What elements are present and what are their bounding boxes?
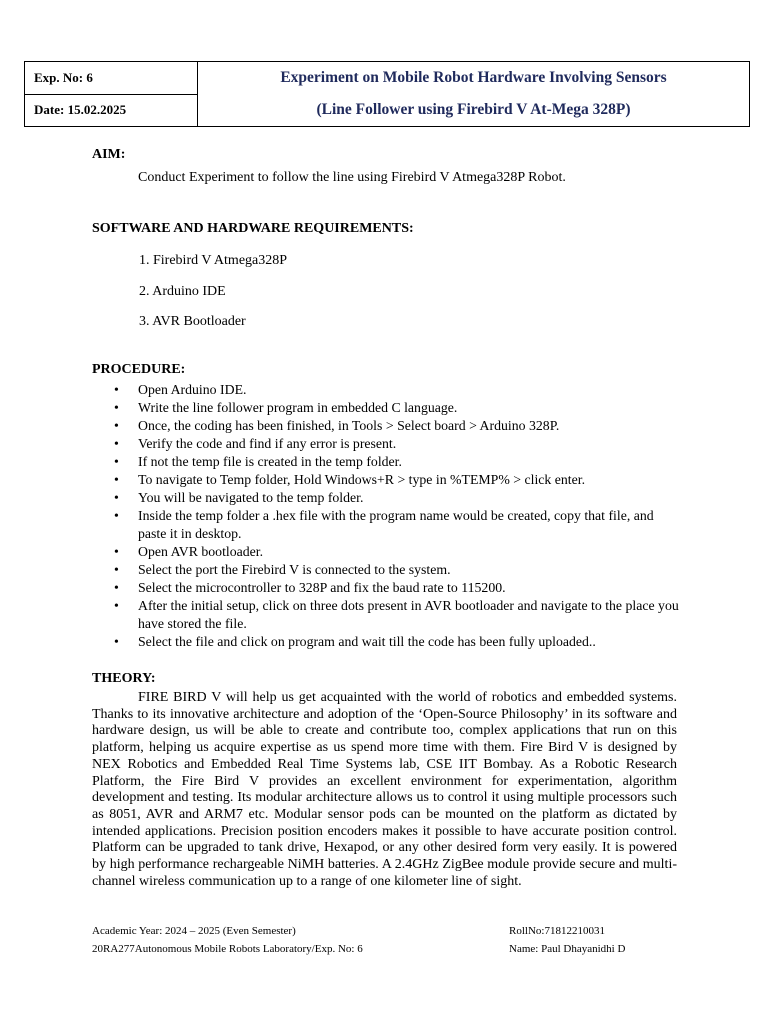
step-text: To navigate to Temp folder, Hold Windows+R > type in %TEMP% > click enter. — [138, 472, 586, 487]
bullet-icon: • — [114, 472, 119, 487]
bullet-icon: • — [114, 508, 119, 523]
requirements-heading: SOFTWARE AND HARDWARE REQUIREMENTS: — [92, 221, 414, 236]
requirement-item: 3. AVR Bootloader — [139, 314, 246, 329]
step-text: Verify the code and find if any error is present. — [138, 436, 397, 451]
requirement-item: 2. Arduino IDE — [139, 284, 226, 299]
theory-heading: THEORY: — [92, 671, 156, 686]
bullet-icon: • — [114, 544, 119, 559]
theory-paragraph: FIRE BIRD V will help us get acquainted with the world of robotics and embedded systems. Thanks to its innovative architecture and adoption of the ‘Open-Source Philosophy’ in its software and hardware design, us will be able to create and contribute too, complex applications that run on this platform, helping us acquire expertise as us spend more time with them. Fire Bird V is designed by NEX Robotics and Embedded Real Time Systems lab, CSE IIT Bombay. As a Robotic Research Platform, the Fire Bird V provides an excellent environment for experimentation, algorithm development and testing. Its modular architecture allows us to control it using multiple processors such as 8051, AVR and ARM7 etc. Modular sensor pods can be mounted on the platform as dictated by intended applications. Precision position encoders makes it possible to have accurate position control. Platform can be upgraded to tank drive, Hexapod, or any other desired form very easily. It is powered by high performance rechargeable NiMH batteries. A 2.4GHz ZigBee module provide secure and multi-channel wireless communication up to a range of one kilometer line of sight. — [92, 690, 677, 889]
step-text: Once, the coding has been finished, in Tools > Select board > Arduino 328P. — [138, 418, 560, 433]
bullet-icon: • — [114, 400, 119, 415]
aim-text: Conduct Experiment to follow the line using Firebird V Atmega328P Robot. — [138, 170, 566, 185]
procedure-step — [92, 471, 682, 489]
exp-date: Date: 15.02.2025 — [34, 102, 127, 118]
procedure-step — [92, 489, 682, 507]
step-text: Open Arduino IDE. — [138, 382, 247, 397]
step-text: You will be navigated to the temp folder. — [138, 490, 364, 505]
title-line-2: (Line Follower using Firebird V At-Mega 328P) — [316, 101, 631, 118]
bullet-icon: • — [114, 436, 119, 451]
procedure-step — [92, 435, 682, 453]
header-title — [198, 62, 749, 126]
bullet-icon: • — [114, 562, 119, 577]
step-text: Select the file and click on program and wait till the code has been fully uploaded.. — [138, 634, 596, 649]
procedure-step — [92, 579, 682, 597]
procedure-list — [92, 381, 682, 651]
bullet-icon: • — [114, 490, 119, 505]
step-text: Select the microcontroller to 328P and fix the baud rate to 115200. — [138, 580, 506, 595]
procedure-step — [92, 453, 682, 471]
procedure-step — [92, 507, 682, 543]
bullet-icon: • — [114, 580, 119, 595]
step-text: If not the temp file is created in the temp folder. — [138, 454, 402, 469]
step-text: Inside the temp folder a .hex file with the program name would be created, copy that file, and paste it in desktop. — [138, 508, 654, 541]
procedure-heading: PROCEDURE: — [92, 362, 186, 377]
step-text: After the initial setup, click on three dots present in AVR bootloader and navigate to the place you have stored the file. — [138, 598, 679, 631]
header-table — [24, 61, 750, 127]
procedure-step — [92, 399, 682, 417]
procedure-step — [92, 417, 682, 435]
bullet-icon: • — [114, 418, 119, 433]
bullet-icon: • — [114, 598, 119, 613]
step-text: Write the line follower program in embedded C language. — [138, 400, 458, 415]
title-line-1: Experiment on Mobile Robot Hardware Involving Sensors — [280, 69, 667, 86]
header-meta — [25, 62, 198, 126]
footer-roll-no: RollNo:71812210031 — [509, 925, 605, 937]
requirement-item: 1. Firebird V Atmega328P — [139, 253, 288, 268]
procedure-step — [92, 381, 682, 399]
procedure-step — [92, 543, 682, 561]
procedure-step — [92, 597, 682, 633]
exp-no: Exp. No: 6 — [25, 62, 197, 95]
bullet-icon: • — [114, 634, 119, 649]
bullet-icon: • — [114, 454, 119, 469]
footer-course: 20RA277Autonomous Mobile Robots Laboratory/Exp. No: 6 — [92, 943, 363, 955]
footer-name: Name: Paul Dhayanidhi D — [509, 943, 626, 955]
footer-academic-year: Academic Year: 2024 – 2025 (Even Semester) — [92, 925, 296, 937]
step-text: Select the port the Firebird V is connected to the system. — [138, 562, 451, 577]
aim-heading: AIM: — [92, 147, 126, 162]
bullet-icon: • — [114, 382, 119, 397]
procedure-step — [92, 561, 682, 579]
step-text: Open AVR bootloader. — [138, 544, 264, 559]
procedure-step — [92, 633, 682, 651]
